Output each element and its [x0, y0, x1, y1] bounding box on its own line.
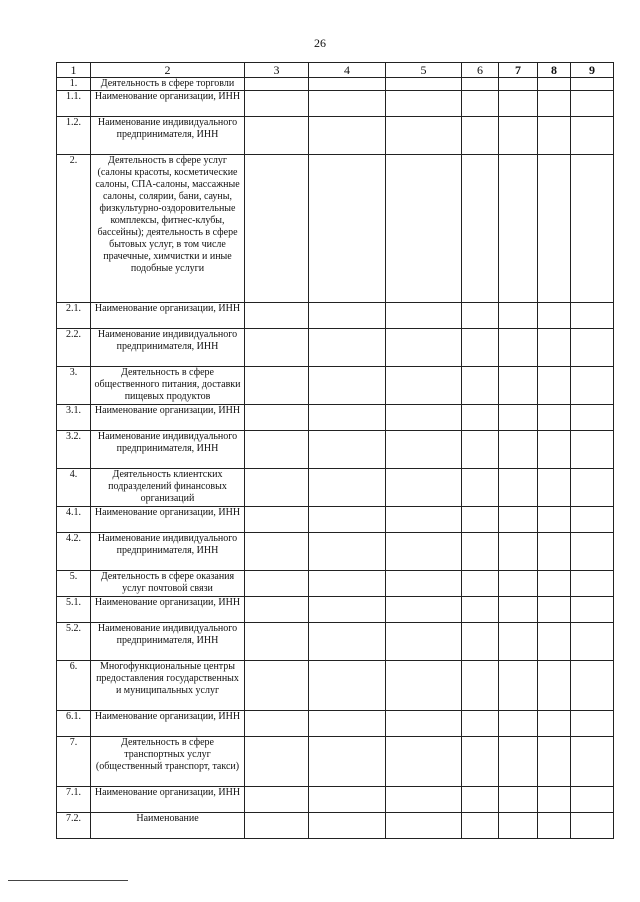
empty-cell-col-4: [309, 431, 386, 469]
data-table: [56, 62, 614, 839]
row-number: 3.: [57, 367, 91, 405]
row-name: Деятельность клиентских подразделений финансовых организаций: [91, 469, 245, 507]
empty-cell-col-5: [386, 597, 462, 623]
row-number: 3.1.: [57, 405, 91, 431]
empty-cell-col-8: [538, 431, 571, 469]
row-name: Многофункциональные центры предоставления государственных и муниципальных услуг: [91, 661, 245, 711]
row-name: Наименование организации, ИНН: [91, 711, 245, 737]
empty-cell-col-5: [386, 117, 462, 155]
empty-cell-col-6: [462, 507, 499, 533]
header-cell: 6: [462, 63, 499, 78]
empty-cell-col-3: [245, 367, 309, 405]
empty-cell-col-4: [309, 571, 386, 597]
empty-cell-col-6: [462, 533, 499, 571]
empty-cell-col-8: [538, 91, 571, 117]
table-row: [57, 813, 614, 839]
empty-cell-col-4: [309, 623, 386, 661]
empty-cell-col-7: [499, 533, 538, 571]
empty-cell-col-5: [386, 329, 462, 367]
empty-cell-col-6: [462, 431, 499, 469]
empty-cell-col-6: [462, 787, 499, 813]
empty-cell-col-9: [571, 117, 614, 155]
empty-cell-col-8: [538, 533, 571, 571]
empty-cell-col-8: [538, 78, 571, 91]
empty-cell-col-4: [309, 533, 386, 571]
empty-cell-col-9: [571, 91, 614, 117]
row-number: 7.: [57, 737, 91, 787]
empty-cell-col-3: [245, 661, 309, 711]
row-name: Деятельность в сфере услуг (салоны красоты, косметические салоны, СПА-салоны, массажные салоны, солярии, бани, сауны, физкультурно-оздоровительные комплексы, фитнес-клубы, бассейны); деятельность в сфере бытовых услуг, в том числе прачечные, химчистки и иные подобные услуги: [91, 155, 245, 303]
empty-cell-col-7: [499, 367, 538, 405]
empty-cell-col-8: [538, 329, 571, 367]
row-name: Наименование индивидуального предпринимателя, ИНН: [91, 623, 245, 661]
header-cell: 3: [245, 63, 309, 78]
empty-cell-col-4: [309, 787, 386, 813]
empty-cell-col-8: [538, 303, 571, 329]
table-row: [57, 155, 614, 303]
table-row: [57, 661, 614, 711]
table-row: [57, 533, 614, 571]
empty-cell-col-3: [245, 813, 309, 839]
empty-cell-col-6: [462, 405, 499, 431]
empty-cell-col-8: [538, 155, 571, 303]
empty-cell-col-7: [499, 623, 538, 661]
empty-cell-col-3: [245, 405, 309, 431]
row-number: 1.1.: [57, 91, 91, 117]
row-name: Наименование организации, ИНН: [91, 91, 245, 117]
empty-cell-col-7: [499, 431, 538, 469]
empty-cell-col-3: [245, 597, 309, 623]
empty-cell-col-5: [386, 78, 462, 91]
empty-cell-col-5: [386, 787, 462, 813]
empty-cell-col-5: [386, 711, 462, 737]
empty-cell-col-7: [499, 329, 538, 367]
empty-cell-col-7: [499, 711, 538, 737]
empty-cell-col-3: [245, 507, 309, 533]
footer-divider: [8, 880, 128, 881]
row-name: Наименование организации, ИНН: [91, 507, 245, 533]
empty-cell-col-9: [571, 507, 614, 533]
row-name: Наименование организации, ИНН: [91, 405, 245, 431]
empty-cell-col-3: [245, 469, 309, 507]
row-name: Деятельность в сфере общественного питания, доставки пищевых продуктов: [91, 367, 245, 405]
row-number: 1.2.: [57, 117, 91, 155]
row-name: Наименование индивидуального предпринимателя, ИНН: [91, 117, 245, 155]
empty-cell-col-3: [245, 117, 309, 155]
empty-cell-col-8: [538, 661, 571, 711]
empty-cell-col-6: [462, 117, 499, 155]
row-name: Деятельность в сфере транспортных услуг (общественный транспорт, такси): [91, 737, 245, 787]
empty-cell-col-4: [309, 737, 386, 787]
row-name: Наименование индивидуального предпринимателя, ИНН: [91, 329, 245, 367]
row-name: Деятельность в сфере оказания услуг почтовой связи: [91, 571, 245, 597]
empty-cell-col-5: [386, 571, 462, 597]
row-number: 5.2.: [57, 623, 91, 661]
empty-cell-col-4: [309, 329, 386, 367]
empty-cell-col-6: [462, 813, 499, 839]
empty-cell-col-9: [571, 711, 614, 737]
header-cell: 5: [386, 63, 462, 78]
empty-cell-col-4: [309, 507, 386, 533]
table-row: [57, 117, 614, 155]
empty-cell-col-5: [386, 507, 462, 533]
table-row: [57, 405, 614, 431]
table-row: [57, 431, 614, 469]
header-cell: 9: [571, 63, 614, 78]
empty-cell-col-6: [462, 155, 499, 303]
empty-cell-col-3: [245, 78, 309, 91]
row-number: 5.: [57, 571, 91, 597]
empty-cell-col-7: [499, 737, 538, 787]
empty-cell-col-5: [386, 431, 462, 469]
empty-cell-col-7: [499, 117, 538, 155]
empty-cell-col-9: [571, 813, 614, 839]
empty-cell-col-7: [499, 91, 538, 117]
empty-cell-col-9: [571, 597, 614, 623]
empty-cell-col-6: [462, 597, 499, 623]
empty-cell-col-8: [538, 117, 571, 155]
table-row: [57, 329, 614, 367]
empty-cell-col-8: [538, 469, 571, 507]
empty-cell-col-6: [462, 623, 499, 661]
empty-cell-col-9: [571, 533, 614, 571]
empty-cell-col-7: [499, 571, 538, 597]
empty-cell-col-8: [538, 787, 571, 813]
empty-cell-col-3: [245, 533, 309, 571]
empty-cell-col-8: [538, 813, 571, 839]
empty-cell-col-4: [309, 469, 386, 507]
empty-cell-col-4: [309, 711, 386, 737]
empty-cell-col-8: [538, 507, 571, 533]
empty-cell-col-7: [499, 813, 538, 839]
empty-cell-col-5: [386, 623, 462, 661]
empty-cell-col-3: [245, 431, 309, 469]
empty-cell-col-4: [309, 78, 386, 91]
empty-cell-col-4: [309, 117, 386, 155]
empty-cell-col-4: [309, 91, 386, 117]
row-name: Наименование организации, ИНН: [91, 787, 245, 813]
row-number: 4.2.: [57, 533, 91, 571]
table-row: [57, 623, 614, 661]
empty-cell-col-9: [571, 623, 614, 661]
empty-cell-col-6: [462, 571, 499, 597]
empty-cell-col-5: [386, 813, 462, 839]
empty-cell-col-7: [499, 597, 538, 623]
row-name: Наименование организации, ИНН: [91, 597, 245, 623]
table-row: [57, 91, 614, 117]
empty-cell-col-6: [462, 737, 499, 787]
empty-cell-col-5: [386, 661, 462, 711]
row-name: Наименование индивидуального предпринимателя, ИНН: [91, 533, 245, 571]
row-number: 7.1.: [57, 787, 91, 813]
empty-cell-col-6: [462, 367, 499, 405]
empty-cell-col-3: [245, 303, 309, 329]
empty-cell-col-9: [571, 431, 614, 469]
empty-cell-col-7: [499, 661, 538, 711]
empty-cell-col-3: [245, 571, 309, 597]
empty-cell-col-9: [571, 405, 614, 431]
row-number: 4.: [57, 469, 91, 507]
row-number: 7.2.: [57, 813, 91, 839]
empty-cell-col-6: [462, 469, 499, 507]
empty-cell-col-8: [538, 711, 571, 737]
empty-cell-col-9: [571, 155, 614, 303]
empty-cell-col-7: [499, 469, 538, 507]
empty-cell-col-5: [386, 91, 462, 117]
empty-cell-col-4: [309, 155, 386, 303]
table-row: [57, 787, 614, 813]
table-row: [57, 597, 614, 623]
row-number: 6.1.: [57, 711, 91, 737]
row-number: 6.: [57, 661, 91, 711]
table-row: [57, 571, 614, 597]
header-cell: 7: [499, 63, 538, 78]
empty-cell-col-3: [245, 623, 309, 661]
empty-cell-col-6: [462, 78, 499, 91]
header-cell: 2: [91, 63, 245, 78]
empty-cell-col-6: [462, 329, 499, 367]
empty-cell-col-9: [571, 661, 614, 711]
empty-cell-col-4: [309, 597, 386, 623]
empty-cell-col-7: [499, 78, 538, 91]
empty-cell-col-8: [538, 367, 571, 405]
empty-cell-col-4: [309, 303, 386, 329]
empty-cell-col-8: [538, 597, 571, 623]
empty-cell-col-3: [245, 787, 309, 813]
empty-cell-col-4: [309, 661, 386, 711]
empty-cell-col-6: [462, 711, 499, 737]
row-number: 2.1.: [57, 303, 91, 329]
empty-cell-col-9: [571, 571, 614, 597]
empty-cell-col-5: [386, 737, 462, 787]
empty-cell-col-4: [309, 405, 386, 431]
empty-cell-col-6: [462, 661, 499, 711]
empty-cell-col-9: [571, 469, 614, 507]
empty-cell-col-7: [499, 303, 538, 329]
row-name: Наименование индивидуального предпринимателя, ИНН: [91, 431, 245, 469]
empty-cell-col-3: [245, 711, 309, 737]
empty-cell-col-3: [245, 155, 309, 303]
empty-cell-col-9: [571, 303, 614, 329]
empty-cell-col-5: [386, 405, 462, 431]
empty-cell-col-9: [571, 367, 614, 405]
empty-cell-col-5: [386, 155, 462, 303]
empty-cell-col-7: [499, 155, 538, 303]
empty-cell-col-8: [538, 737, 571, 787]
empty-cell-col-3: [245, 329, 309, 367]
empty-cell-col-6: [462, 303, 499, 329]
row-number: 5.1.: [57, 597, 91, 623]
table-header-row: [57, 63, 614, 78]
empty-cell-col-8: [538, 623, 571, 661]
empty-cell-col-9: [571, 737, 614, 787]
table-row: [57, 303, 614, 329]
header-cell: 4: [309, 63, 386, 78]
table-row: [57, 507, 614, 533]
empty-cell-col-7: [499, 507, 538, 533]
row-number: 2.2.: [57, 329, 91, 367]
row-name: Наименование: [91, 813, 245, 839]
empty-cell-col-9: [571, 787, 614, 813]
empty-cell-col-3: [245, 91, 309, 117]
page-number: 26: [314, 36, 326, 50]
table-row: [57, 711, 614, 737]
header-cell: 8: [538, 63, 571, 78]
table-row: [57, 737, 614, 787]
empty-cell-col-7: [499, 405, 538, 431]
row-number: 4.1.: [57, 507, 91, 533]
empty-cell-col-4: [309, 813, 386, 839]
empty-cell-col-5: [386, 533, 462, 571]
table-row: [57, 367, 614, 405]
row-number: 2.: [57, 155, 91, 303]
empty-cell-col-5: [386, 303, 462, 329]
row-name: Деятельность в сфере торговли: [91, 78, 245, 91]
row-number: 3.2.: [57, 431, 91, 469]
empty-cell-col-8: [538, 571, 571, 597]
empty-cell-col-9: [571, 78, 614, 91]
row-name: Наименование организации, ИНН: [91, 303, 245, 329]
empty-cell-col-5: [386, 367, 462, 405]
empty-cell-col-9: [571, 329, 614, 367]
table-row: [57, 469, 614, 507]
empty-cell-col-4: [309, 367, 386, 405]
empty-cell-col-5: [386, 469, 462, 507]
row-number: 1.: [57, 78, 91, 91]
header-cell: 1: [57, 63, 91, 78]
table-row: [57, 78, 614, 91]
empty-cell-col-6: [462, 91, 499, 117]
empty-cell-col-3: [245, 737, 309, 787]
empty-cell-col-7: [499, 787, 538, 813]
empty-cell-col-8: [538, 405, 571, 431]
